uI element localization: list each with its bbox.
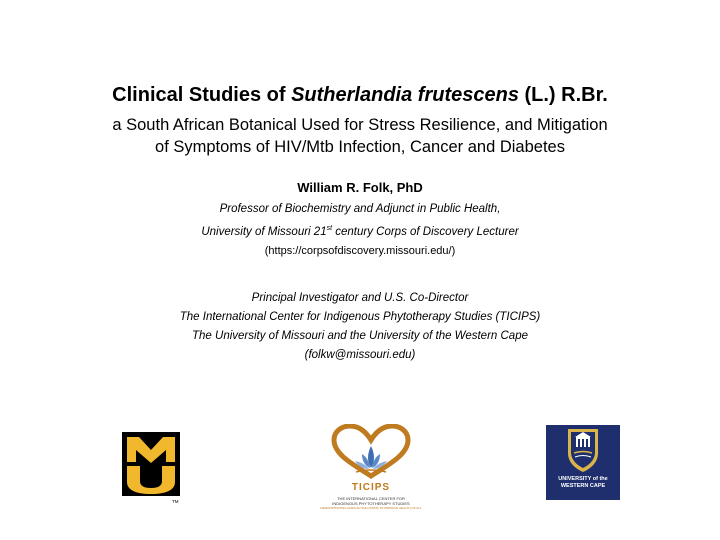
title-part1: Clinical Studies of — [112, 84, 292, 106]
pi-line3: The University of Missouri and the University of the Western Cape — [192, 330, 528, 342]
ticips-tagline — [312, 496, 430, 511]
subtitle-line2: of Symptoms of HIV/Mtb Infection, Cancer and Diabetes — [155, 138, 565, 156]
mizzou-tm: TM — [172, 499, 179, 504]
mizzou-mu-icon — [122, 432, 180, 504]
uwc-name — [546, 476, 620, 490]
slide-subtitle — [40, 114, 680, 158]
mizzou-logo — [122, 432, 180, 504]
title-part2: (L.) R.Br. — [518, 84, 608, 106]
slide-title — [0, 84, 720, 107]
position-line1: Professor of Biochemistry and Adjunct in Public Health, — [219, 203, 501, 215]
uwc-logo — [546, 425, 620, 500]
author-affiliation — [0, 200, 720, 261]
title-species: Sutherlandia frutescens — [291, 84, 519, 106]
uwc-crest-icon — [546, 425, 620, 475]
position-line2-a: University of Missouri 21 — [201, 225, 327, 238]
ticips-name: TICIPS — [351, 482, 391, 493]
ticips-tag-line2: INDIGENOUS PHYTOTHERAPY STUDIES — [332, 501, 410, 506]
position-line2 — [0, 219, 720, 242]
ticips-logo — [312, 424, 430, 518]
position-line2-b: century Corps of Discovery Lecturer — [332, 225, 519, 238]
subtitle-line1: a South African Botanical Used for Stress Resilience, and Mitigation — [112, 116, 608, 134]
ticips-tag-line3: DEMONSTRATING AFRICAN SOLUTIONS TO IMPROVE HEALTH OF ALL — [320, 506, 422, 510]
author-name: William R. Folk, PhD — [297, 180, 423, 195]
ticips-tag-line1: THE INTERNATIONAL CENTER FOR — [337, 496, 405, 501]
pi-email-link[interactable]: (folkw@missouri.edu) — [304, 349, 416, 361]
position-line2-sup: st — [326, 225, 333, 232]
pi-line1: Principal Investigator and U.S. Co-Director — [251, 292, 469, 304]
pi-block — [0, 289, 720, 365]
ticips-heart-icon — [312, 424, 430, 482]
pi-line2: The International Center for Indigenous Phytotherapy Studies (TICIPS) — [179, 311, 541, 323]
uwc-line1: UNIVERSITY of the — [558, 476, 608, 482]
corps-url-link[interactable]: (https://corpsofdiscovery.missouri.edu/) — [264, 244, 456, 257]
uwc-line2: WESTERN CAPE — [560, 483, 606, 489]
